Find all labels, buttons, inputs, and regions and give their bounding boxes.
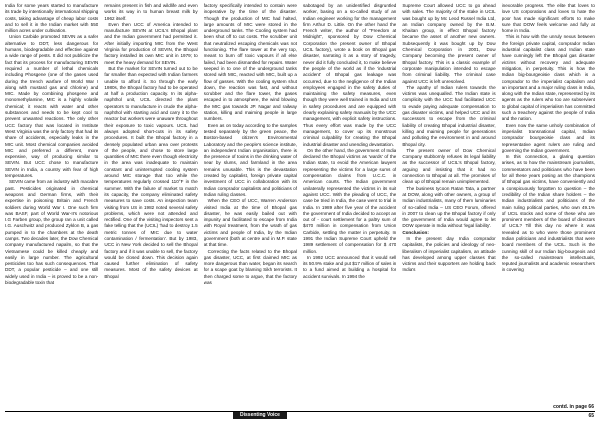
paragraph: The business tycoon Ratan Tata, a partner at DOW, along with other owners, a group of Indian industrialists, many of them luminaries of so-called India – US CEO Forum, offered in 2007 to clean up the Bhopal factory if only the government of India would agree to let DOW operate in India without 'legal liability'. [402,185,496,229]
paragraph: sabotaged by an unidentified disgruntled worker, basing on a so-called study of an Indian engineer working for the management firm Arthur D. Little. On the other hand the French writer, the author of "Freedom at Midnight", sponsored by Dow Chemical Corporation the present owner of Bhopal UCIL factory), wrote a book on Bhopal gas disaster, narrating it as a story of tragedy, never did it fully concluded it, to make believe the people of the world as if the 'industrial accident' of Bhopal gas leakage was occurred, due to the negligence of the Indian employees engaged in the safety duties of maintaining the safety measures, even though they were well trained in India and US in safety procedures and are equipped with clearly explaining safety manuals by the UCC management, with explicit safety instructions. Thus every effort was made by the UCC management, to cover up its monstrous criminal culpability for creating the Bhopal industrial disaster and unending devastation. [302,3,397,147]
paragraph: Even now the same unholy combination of imperialist transnational capital, Indian comprador bourgeoisie class and its representative agent rulers are ruling and governing the Indian government. [501,122,595,153]
paragraph: In the present day India comprador capitalists, the policies and ideology of neo-liberalism of imperialist capitalism, an attitude has developed among upper classes that victims and their supporters are holding back India's [402,235,496,273]
page-number: 65 [588,413,594,419]
publication-name: Dissenting Voice [233,412,287,419]
continued-note: contd. in page 66 [553,404,594,410]
paragraph: This is how with the unruly nexus between the foreign private capital, comprador Indian industrial capitalist class and Indian state have cunningly left the Bhopal gas disaster victims without recovery and adequate mitigation, in perpetuity. This is how the Indian big-bourgeoisie class which is a comprador to the imperialist capitalism and an important and a major ruling class in India, along with the Indian state, represented by its agents as the rulers who too are subservient to global capital of imperialism has committed such a treachery against the people of India and the nation. [501,34,595,122]
paragraph: remains present in fish and wildlife and even works its way in to human breast milk by 1962 itself. [104,3,198,21]
paragraph: In this connection, a glaring question arises, as to how the mainstream journalists, commentators and politicians who have been for all these years posing as the champions of Bhopal gas victims, have conveniently and a conspicuously forgotten to question – the credibility of the Indian share holders – the Indian industrialists and politicians of the main ruling political parties, who own 49.1% of UCIL stocks and some of these who are prominent members of the board of directors of UCIL? Till this day no where it was revealed as to who were those prominent Indian politicians and industrialists that were board members of the UCIL. Such is the cunning skill of our Indian big-bourgeois and the so-called mainstream intellectuals, reputed journalists and academic researchers in covering [501,154,595,273]
paragraph: SEVIN came from an industry with macabre past. Pesticides originated in chemical weapons and German firms, with their expertise in poisoning Britain and French soldiers during World War I. One such firm was BASF, part of World War-II's notorious I.G Farben group, the group ran a unit called I.G. Auschwitz and produced Zyklon B, a gas pumped in to the chambers at the death camps. Two decades later, the Dow Chemical company manufactured napalm, so that the Vietnamese could be killed cheaply and easily in large number. The agricultural pesticides too has such consequences. That DDT, a popular pesticide – and one still widely used in India – is proved to be a non-biodegradable toxin that [5,179,99,286]
footer-rule [5,411,595,412]
text-column [502,3,595,409]
text-column [402,3,495,409]
paragraph: But the market for SEVIN turned out to be far smaller than expected with Indian farmers unable to afford it. So through the early 1980s, the Bhopal factory had to be operated at half a production capacity. In its alpha-naphthol unit, UCIL directed the plant operators to manufacture in crude the alpha-naphthol with starting acid and carry it to the reactor but workers were unaware throughout their exposure to toxic vapours. UCIL had always adopted short-cuts in its safety procedures. It built the Bhopal factory in a densely populated urban area over protests of the people, and chose to store large quantities of MIC there even though electricity in the area was inadequate to maintain constant and uninterrupted cooling system around MIC storage that too while the temperatures regularly crossed 110°F in the summer. With the failure of market to match its capacity, the company eliminated safety measures to save costs. An inspection team visiting from US in 1982 noted several safety problems, which were not attended and rectified. One of the visiting inspectors sent a fake telling that the (UCIL) 'had to destroy 1.5 metric tonnes of MIC due to water contamination / fermentation'. But by 1983, UCC in New York decided to sell the Bhopal factory and if it was unable to sell, the factory would be closed down. This decision again caused further elimination of safety measures. Most of the safety devices at Bhopal [104,65,198,279]
paragraph: factory specifically intended to contain were inoperative by the time of the disaster. Though the production of MIC had halted, large amounts of MIC were stored in the underground tanks. The Cooling system had been shut off to cut costs. The scrubber unit that neutralized escaping chemicals was not functioning. The flare tower at the very top, meant to burn off toxic vapours if all else failed, had been dismantled for repairs. Water seeped in to one of the underground tanks stored with MIC, reacted with MIC, built up a flow of gasses. With the cooling system shut down, the reaction was fast, and without scrubber and the flare tower, the gases escaped in to atmosphere, the wind blowing the MIC gas towards JP. Nagar and railway station, killing and maiming people in large numbers. [203,3,297,122]
paragraph: India for some years started to manufacture its trade by intentionally international shipping costs, taking advantage of cheap labor costs and to sell it in the Indian market with 550 million acres under cultivation. [5,3,99,34]
paragraph: Union Carbide promoted SEVIN as a safer alternative to DDT, less dangerous for humans, biodegradable and effective against a wide range of pests. It did not publicize the fact that its process for manufacturing SEVIN required a number of lethal chemicals including Phosgene (one of the gases used during the trench warfare of World War I along with mustard gas and chlorine) and MIC. Made by combining phosgene and monomethylamine, MIC is a highly volatile chemical; it reacts with water and other substances and needs to be kept cool to prevent unwanted reactions. The only other UCC factory that was located in Institute West Virginia was the only factory that had its share of accidents, especially leaks in the MIC unit. Most chemical companies avoided MIC and preferred a different, more expensive, way of producing similar to SEVIN. But UCC chose to manufacture SEVIN in India, a country with fear of high temperatures. [5,34,99,179]
paragraph: In 1992 UCC announced that it would sell its 50.9% stake and put $17 million of sales in to a fund aimed at building a hospital for accident survivals. In 1994 the [302,254,397,279]
paragraph: Correcting the facts related to the Bhopal gas disaster, UCC, at first claimed MIC as more dangerous than water, began its search for a scape goat by blaming Sikh terrorists. It then charged some to argue, that the factory was [203,248,297,286]
paragraph: inexorable progress. The elite that loves to love US corporations and loves to hate the poor has made significant efforts to make sure that DOW feels welcome and fully at home in India. [501,3,595,34]
text-column [303,3,396,409]
page-footer [0,404,600,424]
section-heading: Conclusion: [402,229,429,235]
text-column [5,3,98,409]
text-column [104,3,197,409]
paragraph: The present owner of Dow Chemical Company stubbornly refuses its legal liability as the successor of UCIL's Bhopal factory, arguing and insisting that it had no connection to Bhopal at all. The promises of clean up of Bhopal remain unimplemented. [402,147,496,185]
paragraph: On the other hand, the government of India declared the Bhopal victims as 'wards' of the Indian state, to evoid the American lawyers representing the victims for a large sums of compensation claims from U.C.C. in American courts. The Indian government unilaterally represented the victims in its suit against UCC. With the pleading of UCC, the case be tried in India, the case went to trial in India. In 1989 after five year of the accident the government of India decided to accept an out of - court settlement for a paltry sum of $470 million in compensation from Union Carbide, settling the matter in perpetuity. In 1991 the Indian Supreme Court upheld the 1989 settlement of compensation for $ 470 million. [302,147,397,254]
paragraph: Supreme Court allowed UCC to go ahead with sales. The majority of the stake in UCIL was bought up by Mc Leod Russel India Ltd, an Indian company owned by the B.M. Khaitan group, in effect Bhopal factory became the asset of another new owners. Subsequently it was bought up by Dow Chemical Corporation in 2001, Dow Company becoming the present owner of Bhopal factory. This is a classic example of corporate manipulation intended to escape from criminal liability. The criminal case against UCC is left unresolved. [402,3,496,84]
paragraph: When the CEO of UCC, Warren Anderson visited India at the time of Bhopal gas disaster, he was easily bailed out with impunity and facilitated to escape from India with Royal treatment, from the wrath of gas victims and people of India, by the Indian government (both at centre and in M.P. state at that time. [203,198,297,248]
text-column [204,3,297,409]
paragraph: The apathy of Indian rulers towards the victims was unequalled. The Indian state is complicity with the UCC had facilitated UCC to evade paying adequate compensation to gas disaster victims, and helped UCC and its successors to escape from the criminal liability of creating Bhopal industrial disaster, killing and maiming people for generations and polluting the environment in and around Bhopal city. [402,84,496,147]
article-body [5,3,595,409]
paragraph: Even then UCC of America intended to manufacture SEVIN at UCIL's Bhopal plant and the Indian government had permitted it. After initially importing MIC from the West Virginia for production of SEVIN, the Bhopal factory installed its own MIC unit in 1979; to meet the heavy demand for SEVIN. [104,21,198,65]
paragraph: Even as on today according to the samples tested separately by the green peace, the Boston-based citizen's Environmental Laboratory and the people's science institute, an independent Indian organisation, there is the presence of toxins in the drinking water of near by slums, and farmland in the area remains unusable. This is the devastation created by capitalist, foreign private capital investment of UCC in collaboration with its Indian comprador capitalists and politicians of Indian ruling classes. [203,122,297,197]
